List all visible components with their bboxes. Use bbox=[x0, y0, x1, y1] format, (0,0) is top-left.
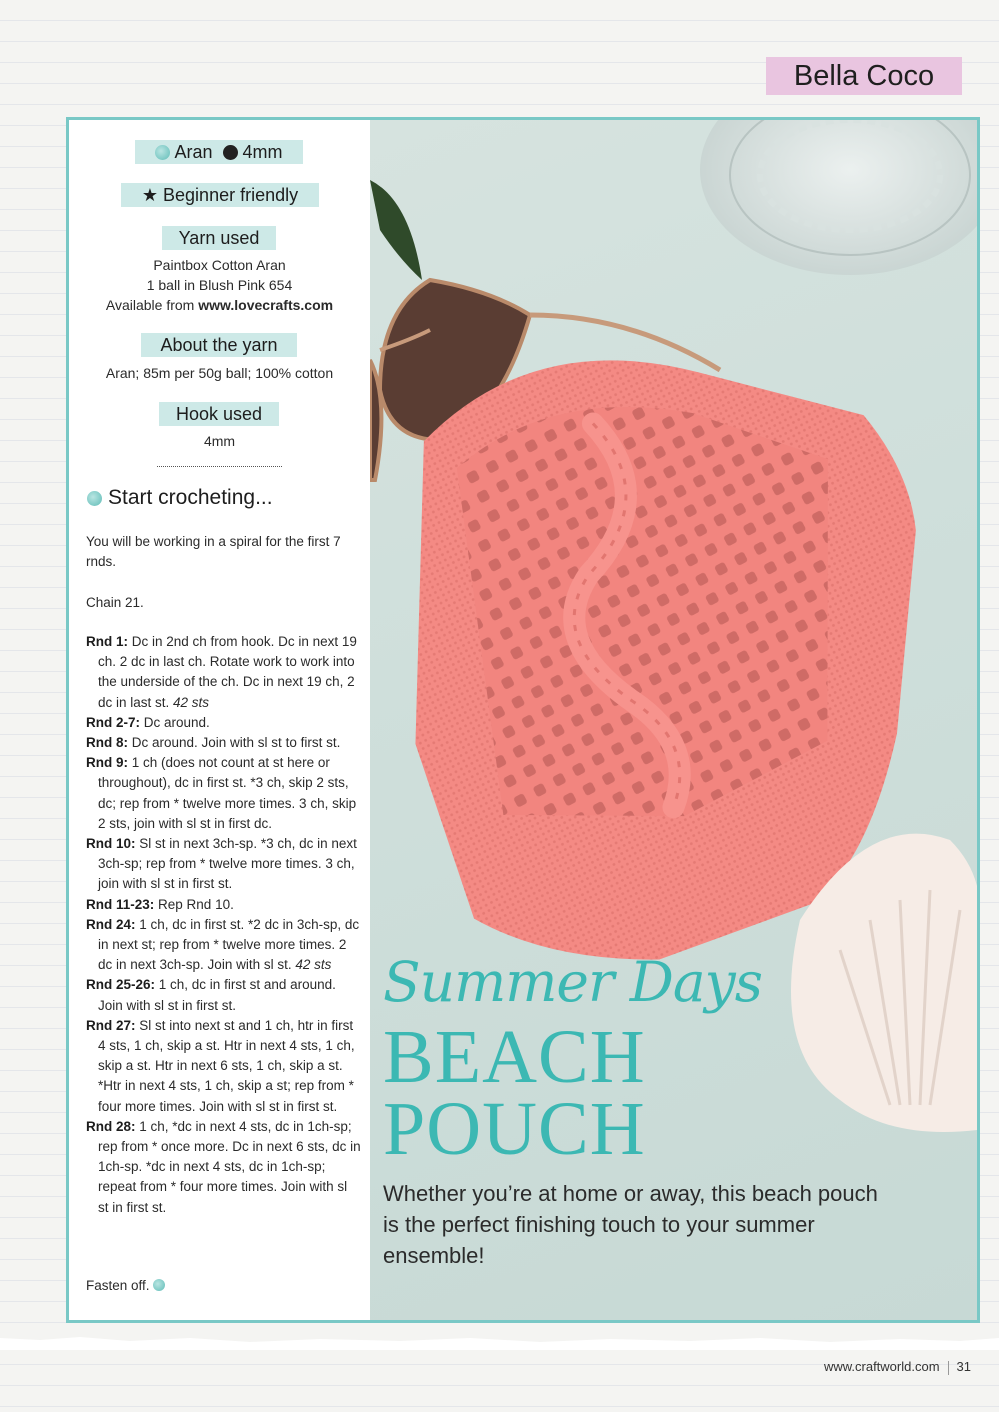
title-line1: BEACH bbox=[383, 1015, 646, 1099]
yarn-used-text bbox=[69, 255, 370, 315]
about-yarn-heading: About the yarn bbox=[141, 333, 297, 357]
title-script: Summer Days bbox=[383, 950, 762, 1014]
title-line2: POUCH bbox=[383, 1087, 646, 1171]
brand-label: Bella Coco bbox=[766, 57, 962, 95]
divider bbox=[157, 466, 282, 467]
level-tag bbox=[121, 183, 319, 207]
round-item: Rnd 28: 1 ch, *dc in next 4 sts, dc in 1ch-sp; rep from * once more. Dc in next 6 sts, dc in 1ch-sp. *dc in next 4 sts, dc in 1ch-sp; repeat from * four more times. Join with sl st in first st. bbox=[86, 1118, 361, 1215]
round-item: Rnd 1: Dc in 2nd ch from hook. Dc in next 19 ch. 2 dc in last ch. Rotate work to work into the underside of the ch. Dc in next 19 ch, 2 dc in last st. 42 sts bbox=[86, 634, 357, 710]
section-title: Start crocheting... bbox=[108, 486, 273, 509]
leaf-icon bbox=[370, 180, 422, 280]
footer-site[interactable]: www.craftworld.com bbox=[823, 1359, 940, 1374]
yarn-line: 1 ball in Blush Pink 654 bbox=[146, 277, 293, 293]
yarn-weight: Aran bbox=[174, 142, 213, 162]
round-item: Rnd 2-7: Dc around. bbox=[86, 714, 210, 730]
yarn-ball-icon bbox=[155, 145, 170, 160]
yarn-ball-icon bbox=[153, 1279, 165, 1291]
hook-used-heading: Hook used bbox=[159, 402, 279, 426]
fasten-off: Fasten off. bbox=[86, 1276, 361, 1296]
level-label: Beginner friendly bbox=[163, 185, 299, 205]
round-item: Rnd 11-23: Rep Rnd 10. bbox=[86, 896, 234, 912]
hook-used-text: 4mm bbox=[203, 433, 236, 449]
round-item: Rnd 24: 1 ch, dc in first st. *2 dc in 3ch-sp, dc in next st; rep from * twelve more times. 2 dc in next 3ch-sp. Join with sl st. 42 sts bbox=[86, 916, 360, 973]
glass-icon bbox=[700, 120, 977, 275]
about-yarn-text: Aran; 85m per 50g ball; 100% cotton bbox=[105, 365, 334, 381]
available-prefix: Available from bbox=[105, 297, 199, 313]
round-item: Rnd 9: 1 ch (does not count at st here or throughout), dc in first st. *3 ch, skip 2 sts, dc; rep from * twelve more times. 3 ch, skip 2 sts, join with sl st in first dc. bbox=[86, 755, 357, 831]
round-item: Rnd 25-26: 1 ch, dc in first st and around. Join with sl st in first st. bbox=[86, 977, 336, 1013]
round-item: Rnd 10: Sl st in next 3ch-sp. *3 ch, dc in next 3ch-sp; rep from * twelve more times. 3 ch, join with sl st in first st. bbox=[86, 836, 357, 892]
round-item: Rnd 27: Sl st into next st and 1 ch, htr in first 4 sts, 1 ch, skip a st. Htr in next 4 sts, 1 ch, skip a st. Htr in next 6 sts, 1 ch, skip a st. *Htr in next 4 sts, 1 ch, skip a st; rep from * four more times. Join with sl st in first st. bbox=[86, 1017, 355, 1114]
star-icon: ★ bbox=[141, 185, 159, 205]
info-column bbox=[69, 120, 370, 1320]
yarn-used-heading: Yarn used bbox=[162, 226, 276, 250]
chain-instruction: Chain 21. bbox=[86, 595, 144, 610]
yarn-line: Paintbox Cotton Aran bbox=[153, 257, 286, 273]
intro-text: Whether you’re at home or away, this beach pouch is the perfect finishing touch to your summer ensemble! bbox=[383, 1181, 878, 1268]
round-item: Rnd 8: Dc around. Join with sl st to first st. bbox=[86, 735, 341, 751]
available-site-link[interactable]: www.lovecrafts.com bbox=[198, 297, 334, 313]
page-number: 31 bbox=[956, 1359, 971, 1374]
rounds-list bbox=[86, 632, 361, 1218]
yarn-ball-icon bbox=[87, 491, 102, 506]
specs-tag bbox=[135, 140, 303, 164]
torn-edge bbox=[0, 1330, 999, 1350]
page-footer bbox=[824, 1359, 971, 1375]
footer-separator bbox=[948, 1361, 949, 1375]
section-heading bbox=[87, 486, 273, 510]
hook-icon bbox=[223, 145, 238, 160]
hook-size: 4mm bbox=[242, 142, 283, 162]
instructions-intro: You will be working in a spiral for the first 7 rnds. bbox=[86, 534, 341, 570]
